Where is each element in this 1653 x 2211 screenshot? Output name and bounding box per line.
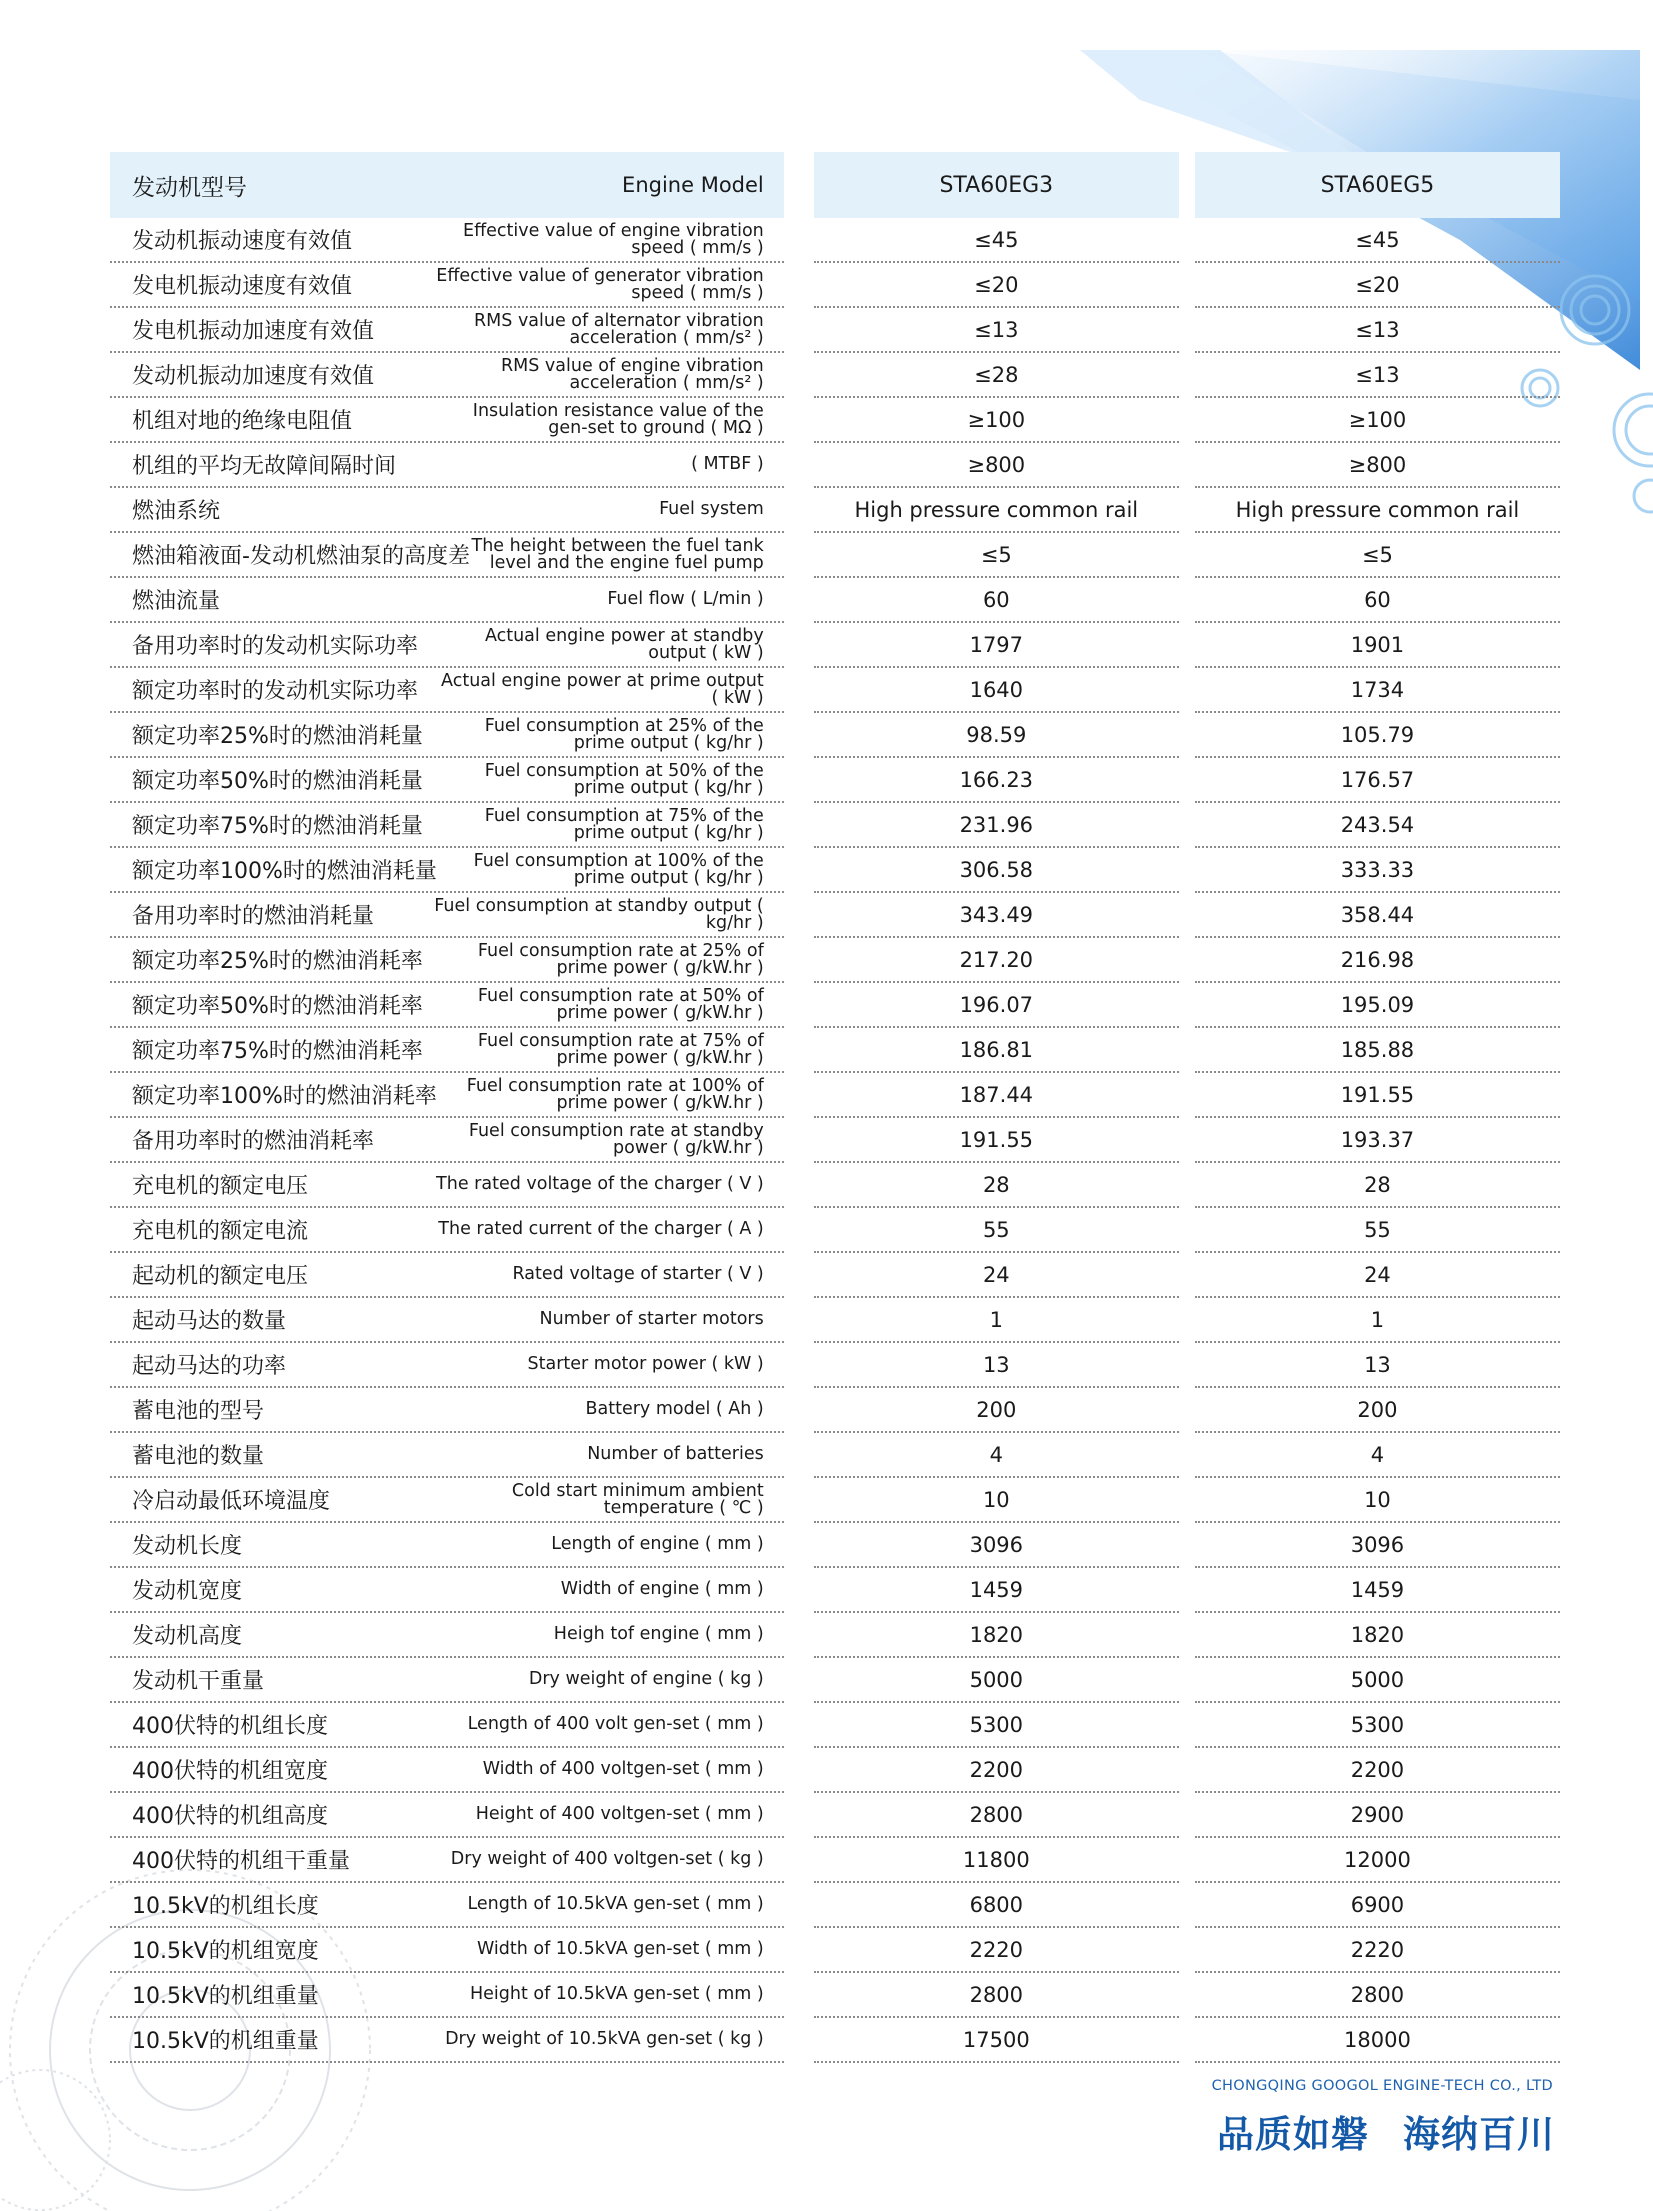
row-label-cn: 发动机振动加速度有效值: [132, 364, 375, 389]
table-row: [110, 1568, 1560, 1613]
value-sta60eg5: 5300: [1195, 1703, 1560, 1748]
row-label-en: Fuel flow ( L/min ): [607, 589, 764, 609]
row-label-cn: 400伏特的机组宽度: [132, 1759, 328, 1784]
row-label-cn: 蓄电池的型号: [132, 1399, 265, 1424]
row-label-cell: [110, 758, 784, 803]
row-label-en: Fuel consumption at 25% of the prime output ( kg/hr ): [484, 715, 764, 753]
value-sta60eg3: 98.59: [814, 713, 1179, 758]
row-label-cn: 10.5kV的机组长度: [132, 1894, 319, 1919]
row-label-cn: 机组的平均无故障间隔时间: [132, 454, 397, 479]
row-label-cn: 备用功率时的发动机实际功率: [132, 634, 419, 659]
table-row: [110, 1613, 1560, 1658]
table-header: [110, 152, 1560, 218]
table-body: [110, 218, 1560, 2063]
slogan: [1217, 2104, 1555, 2158]
row-label-en: Fuel consumption at 75% of the prime output ( kg/hr ): [484, 805, 764, 843]
value-sta60eg3: 343.49: [814, 893, 1179, 938]
table-row: [110, 1523, 1560, 1568]
table-row: [110, 1433, 1560, 1478]
value-sta60eg5: 60: [1195, 578, 1560, 623]
value-sta60eg5: 2200: [1195, 1748, 1560, 1793]
row-label-en: Height of 10.5kVA gen-set ( mm ): [469, 1984, 764, 2004]
row-label-cn: 机组对地的绝缘电阻值: [132, 409, 353, 434]
value-sta60eg5: 358.44: [1195, 893, 1560, 938]
value-sta60eg5: 55: [1195, 1208, 1560, 1253]
value-sta60eg5: ≤45: [1195, 218, 1560, 263]
header-label-en: Engine Model: [622, 173, 764, 197]
row-label-cell: [110, 803, 784, 848]
row-label-cn: 备用功率时的燃油消耗量: [132, 904, 375, 929]
value-sta60eg3: 5300: [814, 1703, 1179, 1748]
value-sta60eg3: 1: [814, 1298, 1179, 1343]
value-sta60eg5: 3096: [1195, 1523, 1560, 1568]
row-label-cell: [110, 1388, 784, 1433]
row-label-en: Number of batteries: [587, 1444, 764, 1464]
value-sta60eg5: 243.54: [1195, 803, 1560, 848]
value-sta60eg3: ≤20: [814, 263, 1179, 308]
row-label-cell: [110, 308, 784, 353]
table-row: [110, 1748, 1560, 1793]
table-row: [110, 1163, 1560, 1208]
value-sta60eg3: 1459: [814, 1568, 1179, 1613]
row-label-en: Width of 400 voltgen-set ( mm ): [482, 1759, 764, 1779]
row-label-en: Actual engine power at standby output ( kW ): [484, 625, 764, 663]
row-label-en: Dry weight of engine ( kg ): [528, 1669, 764, 1689]
value-sta60eg3: 5000: [814, 1658, 1179, 1703]
row-label-cell: [110, 1118, 784, 1163]
value-sta60eg3: 2200: [814, 1748, 1179, 1793]
table-row: [110, 308, 1560, 353]
table-row: [110, 758, 1560, 803]
value-sta60eg5: ≥100: [1195, 398, 1560, 443]
value-sta60eg3: 2220: [814, 1928, 1179, 1973]
row-label-en: Fuel consumption rate at 100% of prime power ( g/kW.hr ): [466, 1075, 764, 1113]
row-label-cn: 备用功率时的燃油消耗率: [132, 1129, 375, 1154]
table-row: [110, 983, 1560, 1028]
row-label-en: Fuel consumption at standby output ( kg/hr ): [434, 895, 764, 933]
row-label-en: Fuel consumption at 100% of the prime output ( kg/hr ): [473, 850, 764, 888]
table-row: [110, 1073, 1560, 1118]
row-label-en: Fuel consumption rate at 50% of prime power ( g/kW.hr ): [477, 985, 764, 1023]
company-name: CHONGQING GOOGOL ENGINE-TECH CO., LTD: [1211, 2078, 1553, 2094]
value-sta60eg3: 2800: [814, 1793, 1179, 1838]
value-sta60eg3: 306.58: [814, 848, 1179, 893]
header-label-cn: 发动机型号: [132, 174, 247, 201]
table-row: [110, 1928, 1560, 1973]
table-row: [110, 1388, 1560, 1433]
value-sta60eg5: 10: [1195, 1478, 1560, 1523]
value-sta60eg3: 17500: [814, 2018, 1179, 2063]
row-label-cell: [110, 1838, 784, 1883]
row-label-cn: 额定功率100%时的燃油消耗量: [132, 859, 437, 884]
value-sta60eg3: 187.44: [814, 1073, 1179, 1118]
row-label-cn: 10.5kV的机组重量: [132, 2029, 319, 2054]
table-row: [110, 1478, 1560, 1523]
row-label-en: Insulation resistance value of the gen-set to ground ( MΩ ): [472, 400, 764, 438]
value-sta60eg5: ≤13: [1195, 308, 1560, 353]
row-label-cn: 400伏特的机组干重量: [132, 1849, 350, 1874]
row-label-cell: [110, 1748, 784, 1793]
value-sta60eg5: ≥800: [1195, 443, 1560, 488]
value-sta60eg3: 217.20: [814, 938, 1179, 983]
row-label-cell: [110, 578, 784, 623]
value-sta60eg5: 1820: [1195, 1613, 1560, 1658]
value-sta60eg5: 28: [1195, 1163, 1560, 1208]
row-label-cell: [110, 1253, 784, 1298]
row-label-cn: 燃油流量: [132, 589, 221, 614]
row-label-en: Length of engine ( mm ): [551, 1534, 764, 1554]
row-label-cell: [110, 713, 784, 758]
value-sta60eg3: 1797: [814, 623, 1179, 668]
row-label-cn: 燃油箱液面-发动机燃油泵的高度差: [132, 544, 470, 569]
row-label-en: Heigh tof engine ( mm ): [553, 1624, 764, 1644]
table-row: [110, 668, 1560, 713]
value-sta60eg5: 185.88: [1195, 1028, 1560, 1073]
row-label-cell: [110, 263, 784, 308]
value-sta60eg5: 6900: [1195, 1883, 1560, 1928]
row-label-en: Fuel consumption rate at 75% of prime power ( g/kW.hr ): [477, 1030, 764, 1068]
value-sta60eg3: 166.23: [814, 758, 1179, 803]
value-sta60eg3: 11800: [814, 1838, 1179, 1883]
row-label-en: Dry weight of 10.5kVA gen-set ( kg ): [445, 2029, 764, 2049]
row-label-en: Height of 400 voltgen-set ( mm ): [475, 1804, 764, 1824]
row-label-cn: 额定功率50%时的燃油消耗量: [132, 769, 423, 794]
value-sta60eg5: 191.55: [1195, 1073, 1560, 1118]
row-label-cell: [110, 1208, 784, 1253]
value-sta60eg5: ≤13: [1195, 353, 1560, 398]
row-label-cell: [110, 1703, 784, 1748]
row-label-en: Cold start minimum ambient temperature ( ℃ ): [511, 1480, 764, 1518]
value-sta60eg3: 186.81: [814, 1028, 1179, 1073]
row-label-cn: 发动机高度: [132, 1624, 243, 1649]
row-label-cn: 额定功率25%时的燃油消耗率: [132, 949, 423, 974]
table-row: [110, 1343, 1560, 1388]
row-label-en: The height between the fuel tank level and the engine fuel pump: [471, 535, 764, 573]
value-sta60eg3: 6800: [814, 1883, 1179, 1928]
value-sta60eg3: 13: [814, 1343, 1179, 1388]
row-label-en: Length of 400 volt gen-set ( mm ): [467, 1714, 764, 1734]
row-label-cn: 充电机的额定电压: [132, 1174, 309, 1199]
row-label-cell: [110, 353, 784, 398]
table-row: [110, 353, 1560, 398]
value-sta60eg5: 216.98: [1195, 938, 1560, 983]
row-label-en: Rated voltage of starter ( V ): [512, 1264, 764, 1284]
row-label-en: Dry weight of 400 voltgen-set ( kg ): [450, 1849, 764, 1869]
row-label-en: Fuel system: [659, 499, 764, 519]
table-row: [110, 623, 1560, 668]
row-label-cell: [110, 623, 784, 668]
row-label-en: Battery model ( Ah ): [585, 1399, 764, 1419]
row-label-cell: [110, 1883, 784, 1928]
value-sta60eg3: 24: [814, 1253, 1179, 1298]
row-label-cell: [110, 1298, 784, 1343]
row-label-en: Effective value of engine vibration speed ( mm/s ): [463, 220, 764, 258]
row-label-cn: 起动机的额定电压: [132, 1264, 309, 1289]
value-sta60eg3: 1640: [814, 668, 1179, 713]
value-sta60eg3: ≥100: [814, 398, 1179, 443]
value-sta60eg3: High pressure common rail: [814, 488, 1179, 533]
row-label-cell: [110, 848, 784, 893]
value-sta60eg5: 1734: [1195, 668, 1560, 713]
value-sta60eg3: 4: [814, 1433, 1179, 1478]
value-sta60eg3: 55: [814, 1208, 1179, 1253]
value-sta60eg3: ≥800: [814, 443, 1179, 488]
table-row: [110, 893, 1560, 938]
row-label-en: The rated voltage of the charger ( V ): [436, 1174, 764, 1194]
spec-table: [110, 152, 1560, 2063]
header-label-cell: [110, 152, 784, 218]
row-label-cn: 额定功率75%时的燃油消耗量: [132, 814, 423, 839]
row-label-cn: 额定功率50%时的燃油消耗率: [132, 994, 423, 1019]
row-label-cn: 额定功率100%时的燃油消耗率: [132, 1084, 437, 1109]
table-row: [110, 1793, 1560, 1838]
row-label-cell: [110, 533, 784, 578]
value-sta60eg5: 1901: [1195, 623, 1560, 668]
value-sta60eg5: 2220: [1195, 1928, 1560, 1973]
table-row: [110, 1703, 1560, 1748]
value-sta60eg5: 1459: [1195, 1568, 1560, 1613]
row-label-cn: 起动马达的数量: [132, 1309, 287, 1334]
table-row: [110, 488, 1560, 533]
value-sta60eg5: 2800: [1195, 1973, 1560, 2018]
value-sta60eg5: ≤5: [1195, 533, 1560, 578]
row-label-cn: 发电机振动加速度有效值: [132, 319, 375, 344]
value-sta60eg3: 200: [814, 1388, 1179, 1433]
row-label-cell: [110, 668, 784, 713]
table-row: [110, 803, 1560, 848]
row-label-en: Effective value of generator vibration speed ( mm/s ): [436, 265, 764, 303]
slogan-part-2: 海纳百川: [1403, 2113, 1555, 2156]
table-row: [110, 1298, 1560, 1343]
table-row: [110, 218, 1560, 263]
table-row: [110, 1208, 1560, 1253]
value-sta60eg5: High pressure common rail: [1195, 488, 1560, 533]
row-label-cell: [110, 398, 784, 443]
row-label-cn: 充电机的额定电流: [132, 1219, 309, 1244]
table-row: [110, 1253, 1560, 1298]
row-label-cell: [110, 1568, 784, 1613]
row-label-cell: [110, 218, 784, 263]
row-label-en: Width of engine ( mm ): [560, 1579, 764, 1599]
row-label-cn: 发动机宽度: [132, 1579, 243, 1604]
value-sta60eg3: 231.96: [814, 803, 1179, 848]
row-label-en: RMS value of engine vibration acceleration ( mm/s² ): [501, 355, 764, 393]
table-row: [110, 263, 1560, 308]
table-row: [110, 1118, 1560, 1163]
value-sta60eg5: 13: [1195, 1343, 1560, 1388]
value-sta60eg5: 4: [1195, 1433, 1560, 1478]
value-sta60eg5: 5000: [1195, 1658, 1560, 1703]
row-label-cn: 燃油系统: [132, 499, 221, 524]
table-row: [110, 848, 1560, 893]
row-label-cn: 10.5kV的机组宽度: [132, 1939, 319, 1964]
row-label-cell: [110, 1028, 784, 1073]
row-label-cell: [110, 1433, 784, 1478]
value-sta60eg3: 196.07: [814, 983, 1179, 1028]
row-label-cell: [110, 893, 784, 938]
header-model-2: STA60EG5: [1195, 152, 1560, 218]
value-sta60eg5: 176.57: [1195, 758, 1560, 803]
row-label-cn: 10.5kV的机组重量: [132, 1984, 319, 2009]
value-sta60eg5: 1: [1195, 1298, 1560, 1343]
row-label-cell: [110, 443, 784, 488]
table-row: [110, 2018, 1560, 2063]
row-label-cn: 400伏特的机组长度: [132, 1714, 328, 1739]
row-label-cn: 额定功率时的发动机实际功率: [132, 679, 419, 704]
row-label-cn: 发电机振动速度有效值: [132, 274, 353, 299]
table-row: [110, 443, 1560, 488]
value-sta60eg5: 195.09: [1195, 983, 1560, 1028]
value-sta60eg5: 200: [1195, 1388, 1560, 1433]
value-sta60eg3: 191.55: [814, 1118, 1179, 1163]
row-label-cn: 蓄电池的数量: [132, 1444, 265, 1469]
row-label-cell: [110, 1523, 784, 1568]
row-label-cell: [110, 1613, 784, 1658]
row-label-en: Actual engine power at prime output ( kW ): [441, 670, 764, 708]
row-label-en: ( MTBF ): [691, 454, 764, 474]
row-label-cell: [110, 938, 784, 983]
row-label-en: Number of starter motors: [539, 1309, 764, 1329]
row-label-en: The rated current of the charger ( A ): [438, 1219, 764, 1239]
row-label-cn: 发动机干重量: [132, 1669, 265, 1694]
table-row: [110, 1838, 1560, 1883]
table-row: [110, 1973, 1560, 2018]
value-sta60eg3: 60: [814, 578, 1179, 623]
row-label-cell: [110, 1793, 784, 1838]
row-label-en: Fuel consumption rate at standby power ( g/kW.hr ): [468, 1120, 764, 1158]
table-row: [110, 1028, 1560, 1073]
value-sta60eg5: 2900: [1195, 1793, 1560, 1838]
value-sta60eg3: 3096: [814, 1523, 1179, 1568]
value-sta60eg5: 105.79: [1195, 713, 1560, 758]
row-label-cell: [110, 1928, 784, 1973]
row-label-cn: 发动机振动速度有效值: [132, 229, 353, 254]
value-sta60eg3: ≤45: [814, 218, 1179, 263]
row-label-cn: 额定功率75%时的燃油消耗率: [132, 1039, 423, 1064]
table-row: [110, 578, 1560, 623]
value-sta60eg3: 10: [814, 1478, 1179, 1523]
value-sta60eg5: 12000: [1195, 1838, 1560, 1883]
value-sta60eg3: ≤13: [814, 308, 1179, 353]
row-label-cell: [110, 488, 784, 533]
value-sta60eg3: 28: [814, 1163, 1179, 1208]
value-sta60eg5: 193.37: [1195, 1118, 1560, 1163]
row-label-cn: 发动机长度: [132, 1534, 243, 1559]
slogan-part-1: 品质如磐: [1217, 2113, 1369, 2156]
value-sta60eg3: ≤5: [814, 533, 1179, 578]
row-label-cell: [110, 983, 784, 1028]
value-sta60eg3: 2800: [814, 1973, 1179, 2018]
value-sta60eg5: 24: [1195, 1253, 1560, 1298]
value-sta60eg3: 1820: [814, 1613, 1179, 1658]
row-label-cell: [110, 1478, 784, 1523]
row-label-en: Starter motor power ( kW ): [527, 1354, 764, 1374]
row-label-cn: 起动马达的功率: [132, 1354, 287, 1379]
table-row: [110, 1658, 1560, 1703]
row-label-cell: [110, 2018, 784, 2063]
row-label-cn: 400伏特的机组高度: [132, 1804, 328, 1829]
row-label-en: Length of 10.5kVA gen-set ( mm ): [467, 1894, 764, 1914]
row-label-cell: [110, 1658, 784, 1703]
table-row: [110, 398, 1560, 443]
row-label-cn: 冷启动最低环境温度: [132, 1489, 331, 1514]
table-row: [110, 713, 1560, 758]
row-label-cell: [110, 1343, 784, 1388]
row-label-en: RMS value of alternator vibration acceleration ( mm/s² ): [474, 310, 764, 348]
value-sta60eg5: 333.33: [1195, 848, 1560, 893]
table-row: [110, 1883, 1560, 1928]
table-row: [110, 938, 1560, 983]
row-label-cell: [110, 1163, 784, 1208]
table-row: [110, 533, 1560, 578]
value-sta60eg3: ≤28: [814, 353, 1179, 398]
row-label-en: Fuel consumption at 50% of the prime output ( kg/hr ): [484, 760, 764, 798]
value-sta60eg5: 18000: [1195, 2018, 1560, 2063]
value-sta60eg5: ≤20: [1195, 263, 1560, 308]
row-label-cn: 额定功率25%时的燃油消耗量: [132, 724, 423, 749]
row-label-en: Width of 10.5kVA gen-set ( mm ): [476, 1939, 764, 1959]
row-label-en: Fuel consumption rate at 25% of prime power ( g/kW.hr ): [477, 940, 764, 978]
row-label-cell: [110, 1973, 784, 2018]
row-label-cell: [110, 1073, 784, 1118]
header-model-1: STA60EG3: [814, 152, 1179, 218]
